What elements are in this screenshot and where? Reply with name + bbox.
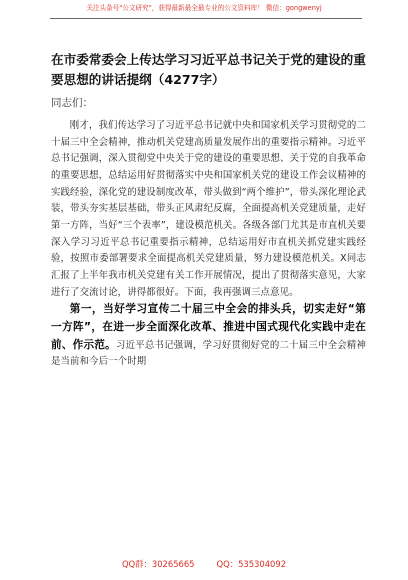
paragraph-2 bbox=[51, 301, 366, 371]
salutation: 同志们： bbox=[51, 97, 93, 109]
header-promo: 关注头条号"公文研究"，获得最新最全最专业的公文资料库！ 微信：gongwenyj bbox=[86, 4, 322, 12]
footer-qq-group: QQ群：30265665 bbox=[121, 559, 195, 569]
paragraph-2-text: 习近平总书记强调，学习好贯彻好党的二十届三中全会精神是当前和今后一个时期 bbox=[51, 339, 367, 368]
document-title: 在市委常委会上传达学习习近平总书记关于党的建设的重要思想的讲话提纲（4277字） bbox=[51, 52, 366, 87]
paragraph-2-lead: 第一，当好学习宣传二十届三中全会的排头兵，切实走好“第一方阵”，在进一步全面深化改革、推进中国式现代化实践中走在前、作示范。 bbox=[51, 303, 366, 351]
footer-qq: QQ：535304092 bbox=[216, 559, 287, 569]
paragraph-1: 刚才，我们传达学习了习近平总书记就中央和国家机关学习贯彻党的二十届三中全会精神，推动机关党建高质量发展作出的重要指示精神。习近平总书记强调，深入贯彻党中央关于党的建设的重要思想、关于党的自我革命的重要思想，总结运用好贯彻落实中央和国家机关党的建设工作会议精神的实践经验，深化党的建设制度改革，带头做到“两个维护”，带头深化理论武装，带头夯实基层基础，带头正风肃纪反腐，全面提高机关党建质量，走好第一方阵，当好“三个表率”，建设模范机关。各级各部门尤其是市直机关要深入学习习近平总书记重要指示精神，总结运用好市直机关抓党建实践经验，按照市委部署要求全面提高机关党建质量，努力建设模范机关。X同志汇报了上半年我市机关党建有关工作开展情况，提出了贯彻落实意见，大家进行了交流讨论，讲得都很好。下面，我再强调三点意见。 bbox=[51, 120, 366, 298]
document-body bbox=[51, 118, 366, 371]
header-divider bbox=[50, 18, 362, 19]
footer-contact bbox=[0, 558, 408, 570]
